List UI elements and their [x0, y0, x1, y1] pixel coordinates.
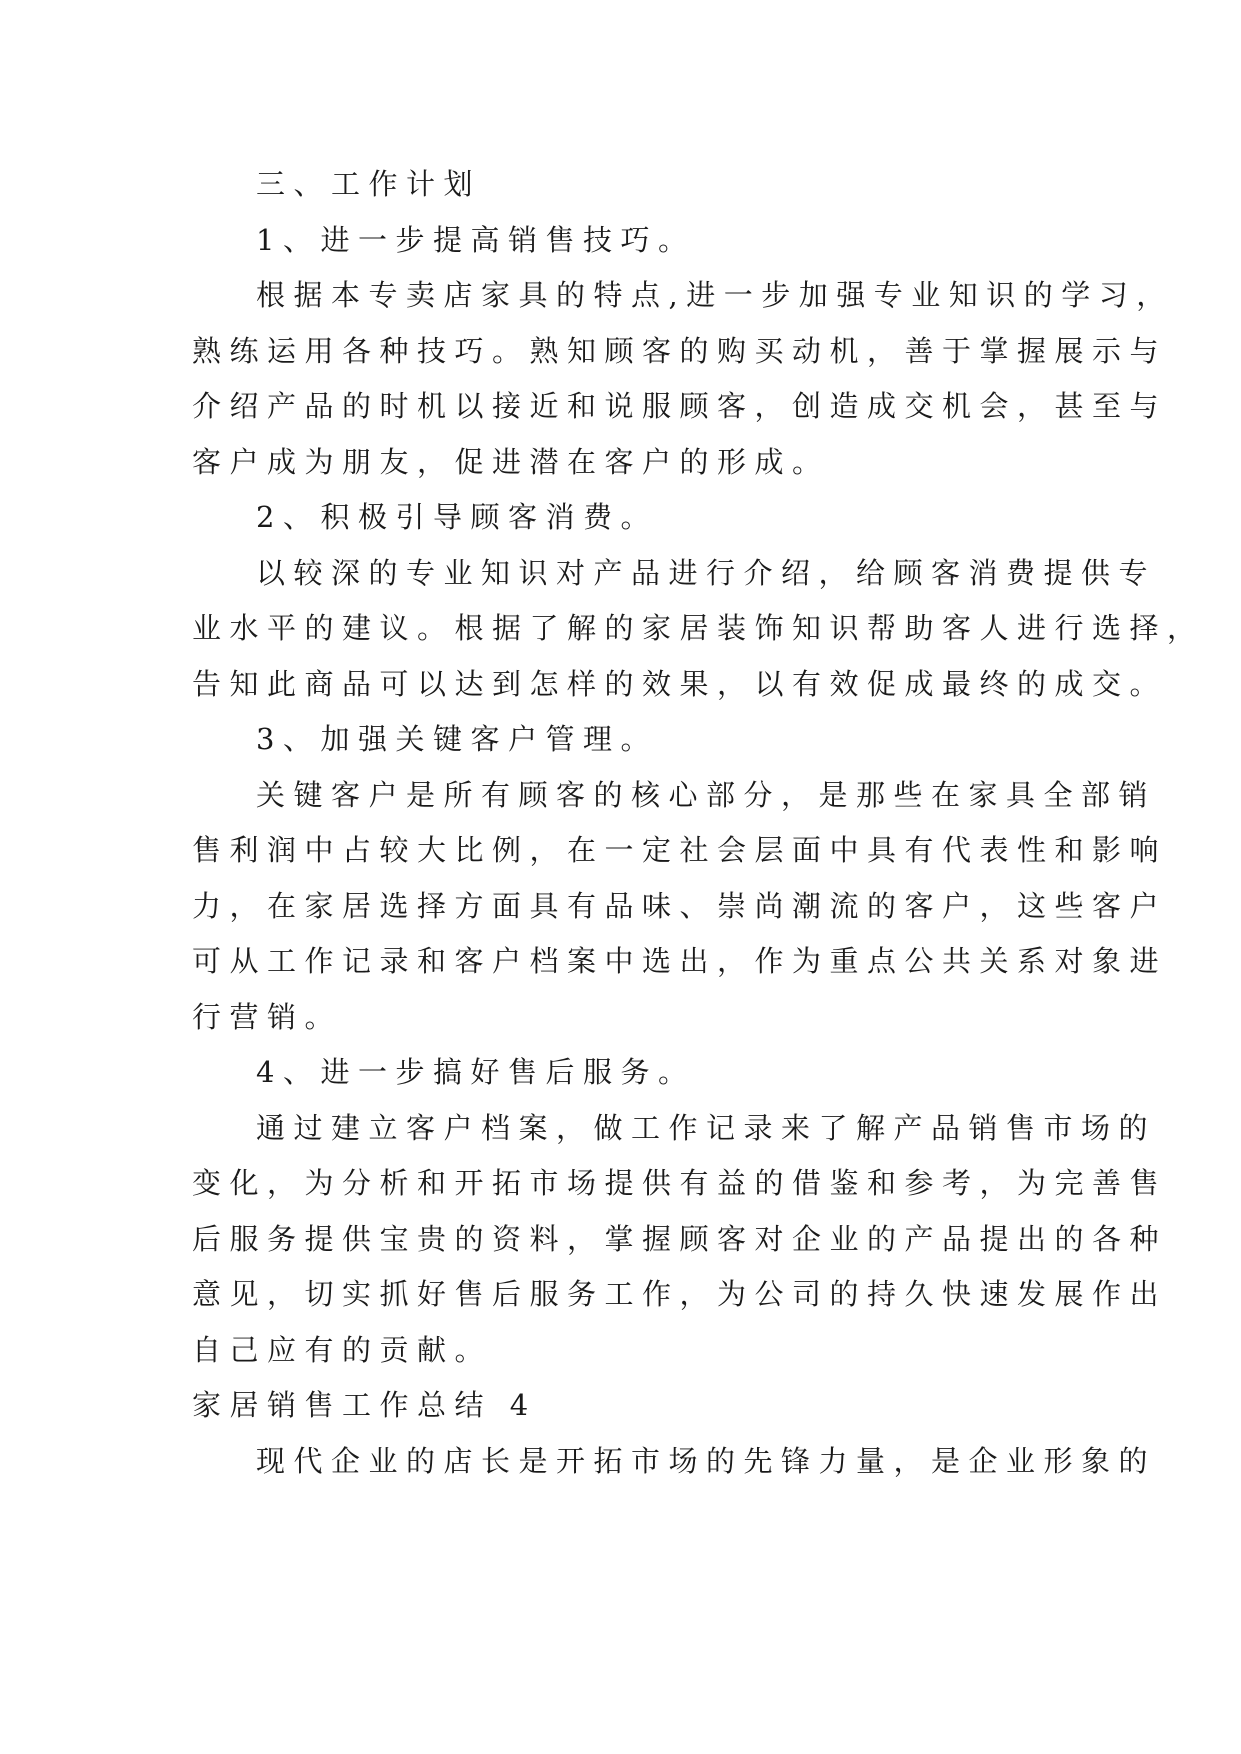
paragraph-line: 关键客户是所有顾客的核心部分，是那些在家具全部销 — [256, 778, 1157, 812]
paragraph-line: 现代企业的店长是开拓市场的先锋力量，是企业形象的 — [256, 1444, 1157, 1478]
paragraph-line: 力，在家居选择方面具有品味、崇尚潮流的客户，这些客户 — [192, 889, 1168, 923]
section-heading: 三、工作计划 — [256, 167, 482, 201]
paragraph-line: 售利润中占较大比例，在一定社会层面中具有代表性和影响 — [192, 833, 1168, 867]
paragraph-line: 业水平的建议。根据了解的家居装饰知识帮助客人进行选择， — [192, 611, 1205, 645]
paragraph-line: 客户成为朋友，促进潜在客户的形成。 — [192, 445, 830, 479]
paragraph-line: 后服务提供宝贵的资料，掌握顾客对企业的产品提出的各种 — [192, 1222, 1168, 1256]
paragraph-line: 通过建立客户档案，做工作记录来了解产品销售市场的 — [256, 1111, 1157, 1145]
paragraph-line: 意见，切实抓好售后服务工作，为公司的持久快速发展作出 — [192, 1277, 1168, 1311]
item-heading: 1、进一步提高销售技巧。 — [256, 223, 696, 257]
paragraph-line: 可从工作记录和客户档案中选出，作为重点公共关系对象进 — [192, 944, 1168, 978]
item-heading: 4、进一步搞好售后服务。 — [256, 1055, 696, 1089]
paragraph-line: 变化，为分析和开拓市场提供有益的借鉴和参考，为完善售 — [192, 1166, 1168, 1200]
paragraph-line: 行营销。 — [192, 1000, 343, 1034]
article-title: 家居销售工作总结 4 — [192, 1388, 537, 1422]
paragraph-line: 熟练运用各种技巧。熟知顾客的购买动机，善于掌握展示与 — [192, 334, 1168, 368]
paragraph-line: 告知此商品可以达到怎样的效果，以有效促成最终的成交。 — [192, 667, 1168, 701]
paragraph-line: 根据本专卖店家具的特点,进一步加强专业知识的学习， — [256, 278, 1174, 312]
item-heading: 3、加强关键客户管理。 — [256, 722, 658, 756]
item-heading: 2、积极引导顾客消费。 — [256, 500, 658, 534]
paragraph-line: 以较深的专业知识对产品进行介绍，给顾客消费提供专 — [256, 556, 1157, 590]
paragraph-line: 介绍产品的时机以接近和说服顾客，创造成交机会，甚至与 — [192, 389, 1168, 423]
paragraph-line: 自己应有的贡献。 — [192, 1333, 493, 1367]
